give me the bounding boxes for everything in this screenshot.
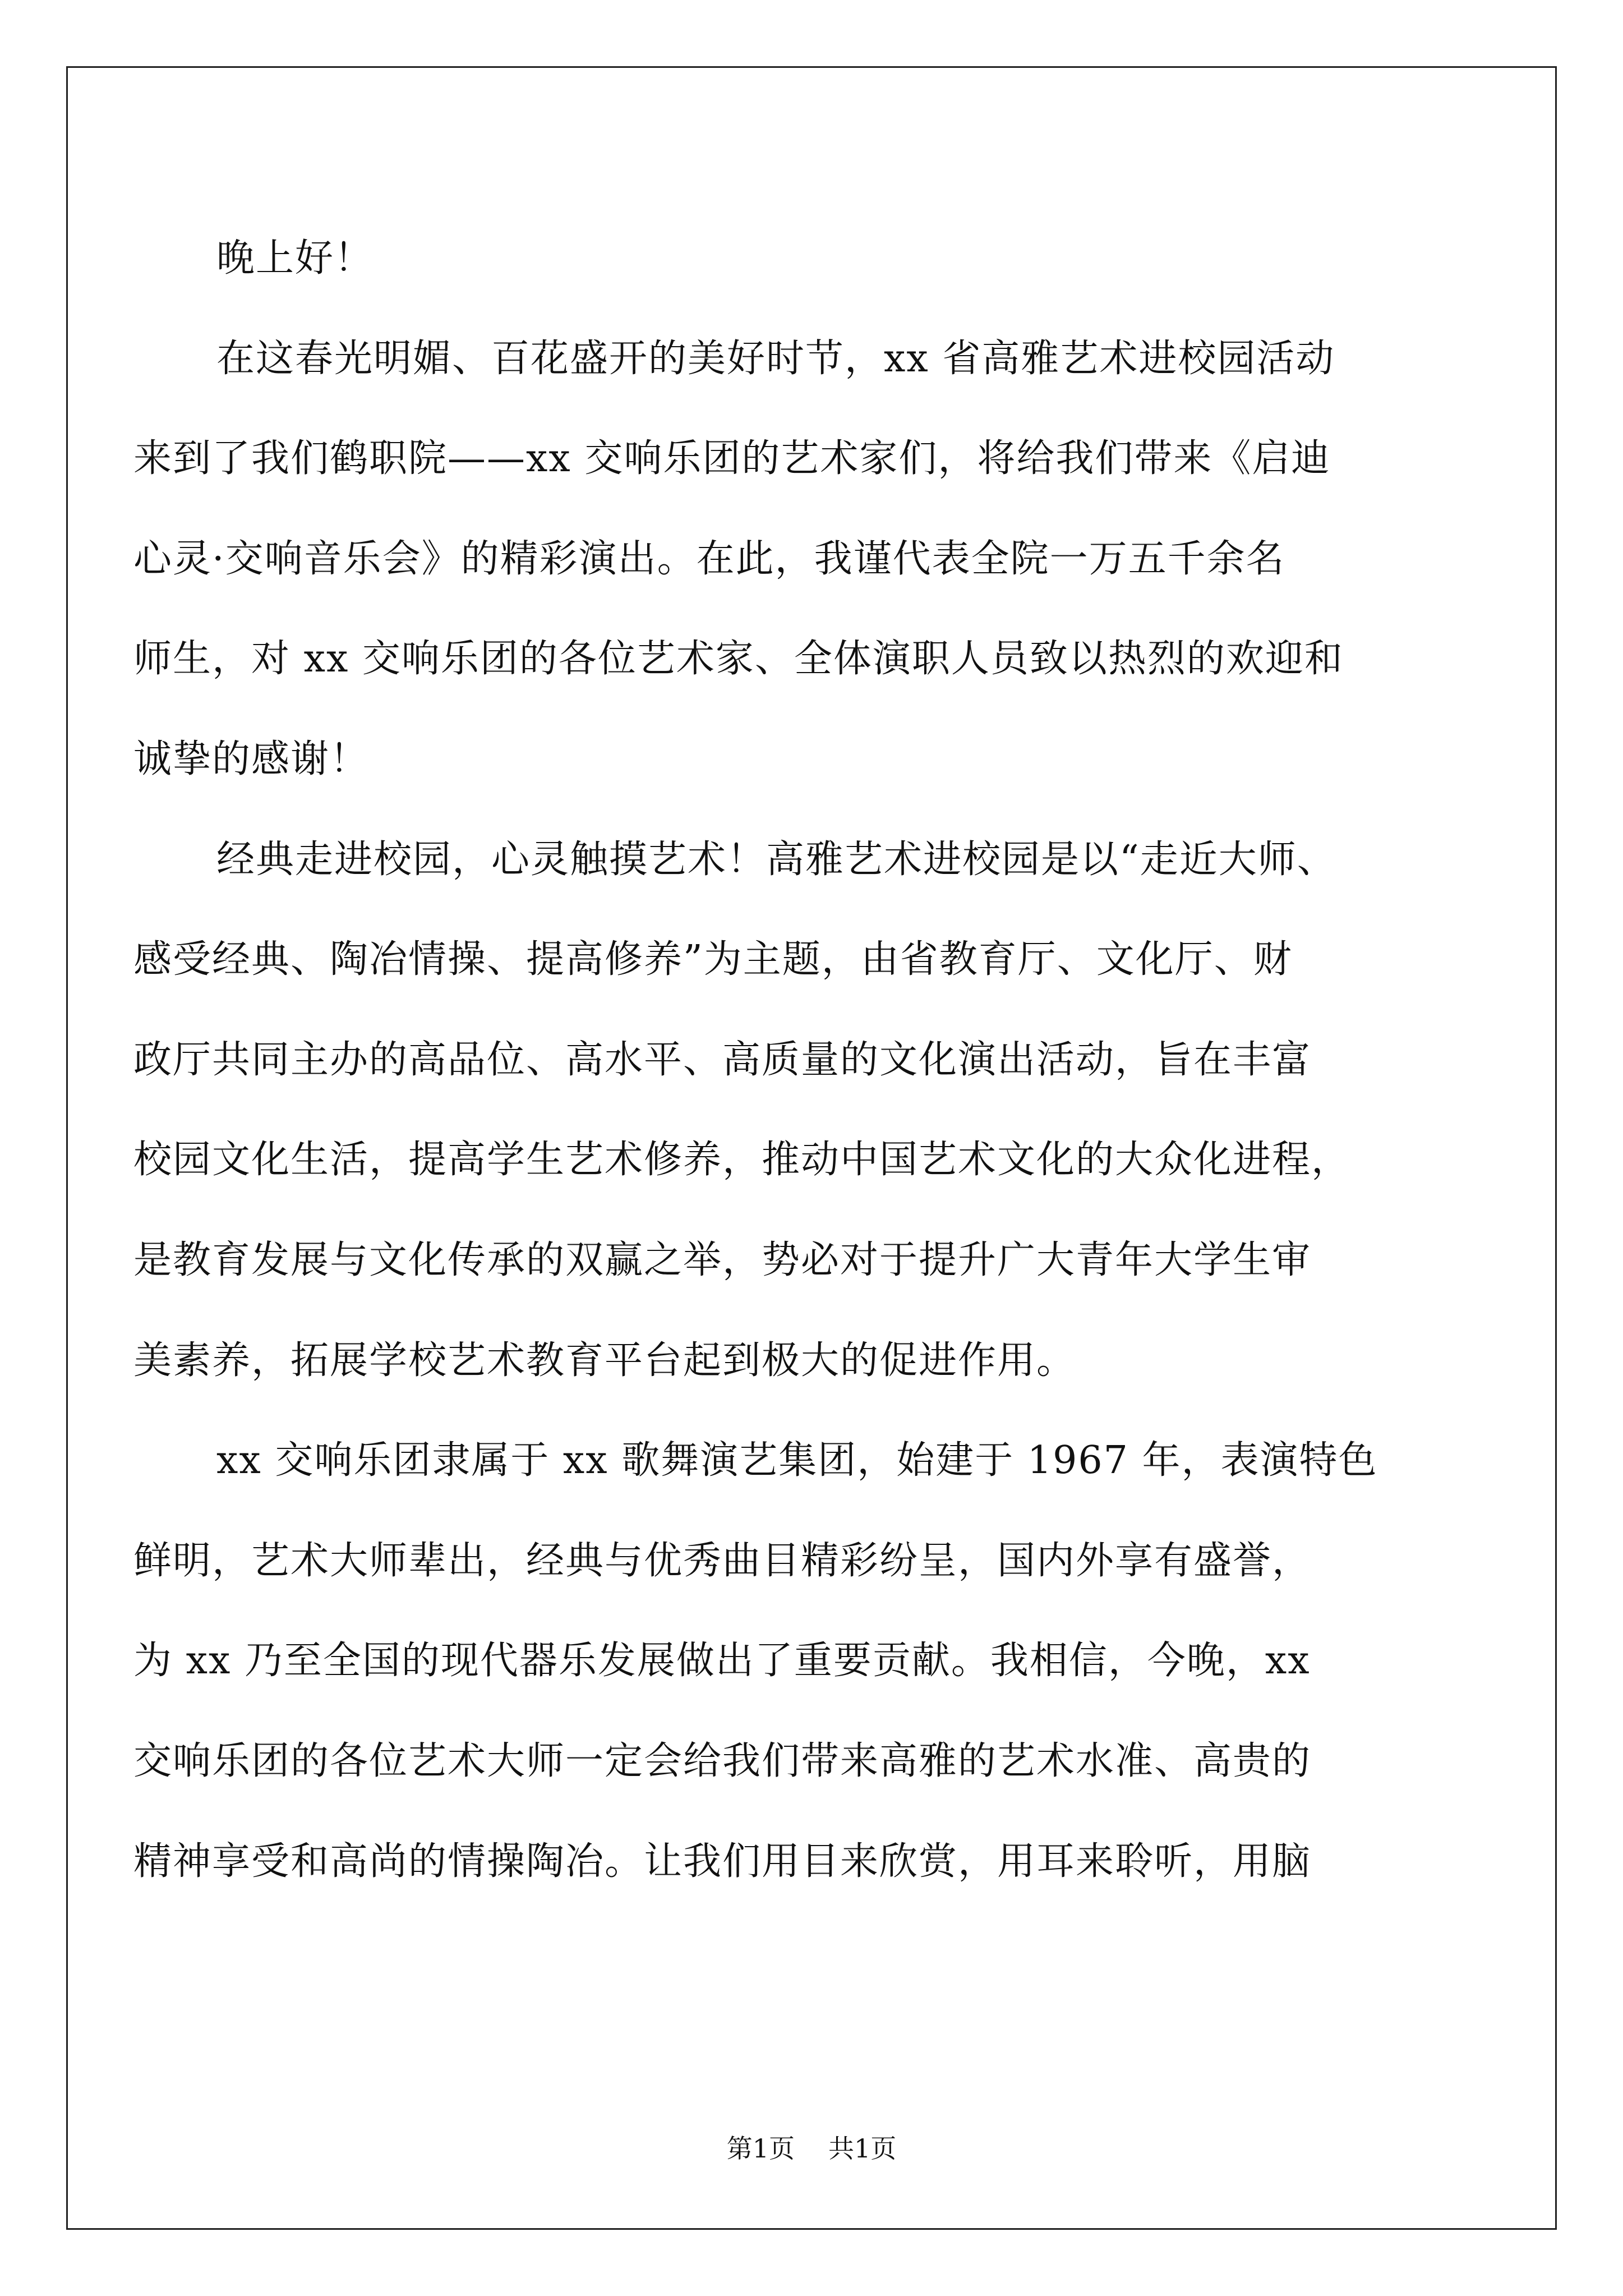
paragraph-line: 诚挚的感谢！ <box>133 737 370 781</box>
page-footer <box>0 2132 1623 2165</box>
paragraph-line: 政厅共同主办的高品位、高水平、高质量的文化演出活动，旨在丰富 <box>133 1037 1312 1082</box>
paragraph-line: 校园文化生活，提高学生艺术修养，推动中国艺术文化的大众化进程， <box>133 1138 1351 1182</box>
paragraph-line: 交响乐团的各位艺术大师一定会给我们带来高雅的艺术水准、高贵的 <box>133 1738 1312 1783</box>
paragraph-line: 鲜明，艺术大师辈出，经典与优秀曲目精彩纷呈，国内外享有盛誉， <box>133 1538 1312 1583</box>
paragraph-line: 来到了我们鹤职院——xx 交响乐团的艺术家们，将给我们带来《启迪 <box>133 436 1331 481</box>
paragraph-line: 经典走进校园，心灵触摸艺术！高雅艺术进校园是以“走近大师、 <box>216 837 1336 882</box>
paragraph-line: xx 交响乐团隶属于 xx 歌舞演艺集团，始建于 1967 年，表演特色 <box>216 1438 1378 1483</box>
document-body <box>133 209 1485 1912</box>
page-total: 共1页 <box>828 2133 897 2164</box>
paragraph-line: 感受经典、陶冶情操、提高修养”为主题，由省教育厅、文化厅、财 <box>133 937 1293 982</box>
page-number: 第1页 <box>726 2133 795 2164</box>
paragraph-line: 是教育发展与文化传承的双赢之举，势必对于提升广大青年大学生审 <box>133 1237 1312 1282</box>
paragraph-line: 师生，对 xx 交响乐团的各位艺术家、全体演职人员致以热烈的欢迎和 <box>133 637 1344 682</box>
paragraph-line: 在这春光明媚、百花盛开的美好时节，xx 省高雅艺术进校园活动 <box>216 336 1335 381</box>
paragraph-line: 精神享受和高尚的情操陶冶。让我们用目来欣赏，用耳来聆听，用脑 <box>133 1839 1312 1884</box>
paragraph-line: 心灵·交响音乐会》的精彩演出。在此，我谨代表全院一万五千余名 <box>133 536 1285 581</box>
paragraph-line: 为 xx 乃至全国的现代器乐发展做出了重要贡献。我相信，今晚，xx <box>133 1639 1311 1683</box>
greeting-line: 晚上好！ <box>216 236 374 280</box>
paragraph-line: 美素养，拓展学校艺术教育平台起到极大的促进作用。 <box>133 1338 1076 1383</box>
